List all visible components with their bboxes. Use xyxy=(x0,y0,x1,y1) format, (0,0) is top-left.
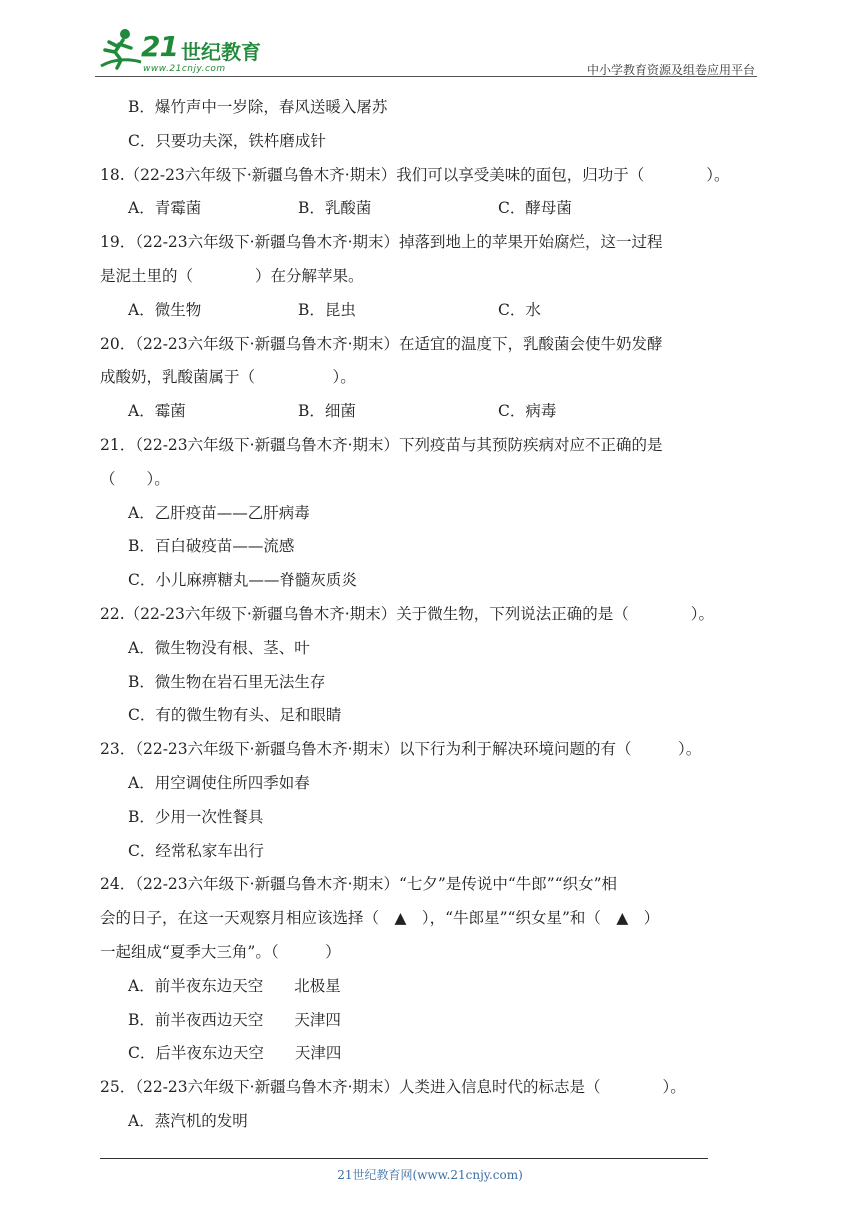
option-text: C．酵母菌 xyxy=(498,199,572,217)
answer-option: C．经常私家车出行 xyxy=(128,842,264,860)
footer-divider xyxy=(100,1158,708,1159)
answer-option: A．微生物没有根、茎、叶 xyxy=(128,639,310,657)
logo-url: www.21cnjy.com xyxy=(143,64,226,74)
answer-option: B．微生物在岩石里无法生存 xyxy=(128,673,326,691)
runner-logo-icon xyxy=(95,26,143,76)
platform-title: 中小学教育资源及组卷应用平台 xyxy=(586,63,755,77)
answer-option: A．蒸汽机的发明 xyxy=(128,1112,248,1130)
question-text: 一起组成“夏季大三角”。（ ） xyxy=(100,943,341,961)
logo-text: 世纪教育 xyxy=(181,40,261,64)
question-text: （ ）。 xyxy=(100,470,170,488)
question-text: 成酸奶，乳酸菌属于（ ）。 xyxy=(100,368,356,386)
question-text: 24．（22-23六年级下·新疆乌鲁木齐·期末）“七夕”是传说中“牛郎”“织女”相 xyxy=(100,875,618,893)
answer-option: A．前半夜东边天空 北极星 xyxy=(128,977,341,995)
question-text: 19．（22-23六年级下·新疆乌鲁木齐·期末）掉落到地上的苹果开始腐烂，这一过程 xyxy=(100,233,663,251)
option-text: A．微生物 xyxy=(128,301,202,319)
question-text: 22.（22-23六年级下·新疆乌鲁木齐·期末）关于微生物，下列说法正确的是（ ）。 xyxy=(100,605,714,623)
answer-option: C．后半夜东边天空 天津四 xyxy=(128,1044,342,1062)
question-text: 23．（22-23六年级下·新疆乌鲁木齐·期末）以下行为利于解决环境问题的有（ ）。 xyxy=(100,740,702,758)
question-text: 20．（22-23六年级下·新疆乌鲁木齐·期末）在适宜的温度下，乳酸菌会使牛奶发酵 xyxy=(100,335,663,353)
option-row xyxy=(100,400,760,422)
option-text: B．细菌 xyxy=(298,402,356,420)
answer-option: C．有的微生物有头、足和眼睛 xyxy=(128,706,342,724)
question-text: 21．（22-23六年级下·新疆乌鲁木齐·期末）下列疫苗与其预防疾病对应不正确的是 xyxy=(100,436,663,454)
option-text: B．乳酸菌 xyxy=(298,199,372,217)
option-text: A．霉菌 xyxy=(128,402,186,420)
logo-number: 21 xyxy=(141,30,178,63)
answer-option: B．百白破疫苗——流感 xyxy=(128,537,295,555)
question-text: 18.（22-23六年级下·新疆乌鲁木齐·期末）我们可以享受美味的面包，归功于（ ）。 xyxy=(100,166,730,184)
answer-option: B．前半夜西边天空 天津四 xyxy=(128,1011,341,1029)
logo xyxy=(95,26,265,78)
answer-option: C．小儿麻痹糖丸——脊髓灰质炎 xyxy=(128,571,357,589)
question-text: 是泥土里的（ ）在分解苹果。 xyxy=(100,267,364,285)
option-text: B．昆虫 xyxy=(298,301,356,319)
answer-option: C．只要功夫深，铁杵磨成针 xyxy=(128,132,326,150)
footer-text: 21世纪教育网(www.21cnjy.com) xyxy=(337,1168,523,1182)
option-text: C．水 xyxy=(498,301,541,319)
option-row xyxy=(100,197,760,219)
answer-option: B．少用一次性餐具 xyxy=(128,808,264,826)
answer-option: A．乙肝疫苗——乙肝病毒 xyxy=(128,504,310,522)
question-text: 会的日子，在这一天观察月相应该选择（ ▲ ），“牛郎星”“织女星”和（ ▲ ） xyxy=(100,909,660,927)
option-text: A．青霉菌 xyxy=(128,199,202,217)
page-header xyxy=(95,26,755,78)
option-row xyxy=(100,299,760,321)
question-text: 25．（22-23六年级下·新疆乌鲁木齐·期末）人类进入信息时代的标志是（ ）。 xyxy=(100,1078,686,1096)
option-text: C．病毒 xyxy=(498,402,557,420)
header-divider xyxy=(95,76,757,77)
answer-option: A．用空调使住所四季如春 xyxy=(128,774,310,792)
answer-option: B．爆竹声中一岁除，春风送暖入屠苏 xyxy=(128,98,388,116)
